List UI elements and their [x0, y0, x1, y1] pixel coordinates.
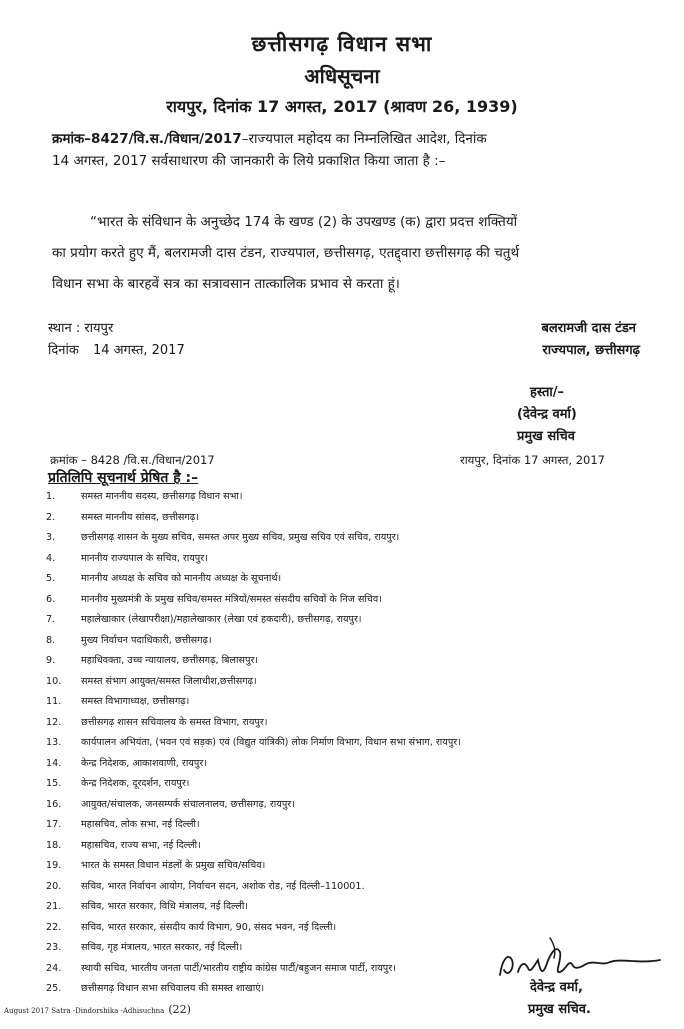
list-item: 9. महाधिवक्ता, उच्च न्यायालय, छत्तीसगढ़, बिलासपुर।: [46, 655, 259, 666]
list-item: 4. माननीय राज्यपाल के सचिव, रायपुर।: [46, 552, 208, 564]
place: स्थान : रायपुर: [48, 321, 114, 336]
signed-marker: हस्ता/–: [530, 385, 564, 400]
date-value: 14 अगस्त, 2017: [92, 343, 185, 358]
governor-designation: राज्यपाल, छत्तीसगढ़: [542, 343, 640, 358]
list-item: 1. समस्त माननीय सदस्य, छत्तीसगढ़ विधान सभा।: [46, 491, 243, 502]
dateline: रायपुर, दिनांक 17 अगस्त, 2017 (श्रावण 26, 1939): [166, 97, 518, 116]
list-item: 11. समस्त विभागाध्यक्ष, छत्तीसगढ़।: [46, 696, 190, 707]
copy-order-number: क्रमांक – 8428 /वि.स./विधान/2017: [50, 453, 215, 467]
list-item: 24. स्थायी सचिव, भारतीय जनता पार्टी/भारतीय राष्ट्रीय कांग्रेस पार्टी/बहुजन समाज पार्टी, रायपुर।: [46, 962, 396, 974]
list-item: 6. माननीय मुख्यमंत्री के प्रमुख सचिव/समस्त मंत्रियों/समस्त संसदीय सचिवों के निज सचिव।: [46, 593, 382, 605]
governor-name: बलरामजी दास टंडन: [541, 321, 636, 336]
footer-text: August 2017 Satra -Dindorshika -Adhisuchna: [4, 1007, 165, 1015]
quote-line-1: “भारत के संविधान के अनुच्छेद 174 के खण्ड (2) के उपखण्ड (क) द्वारा प्रदत्त शक्तियों: [90, 214, 518, 230]
list-item: 2. समस्त माननीय सांसद, छत्तीसगढ़।: [46, 511, 199, 523]
bottom-signatory-designation: प्रमुख सचिव.: [528, 1002, 591, 1017]
order-text-2: 14 अगस्त, 2017 सर्वसाधारण की जानकारी के लिये प्रकाशित किया जाता है :–: [52, 153, 446, 169]
signatory-designation: प्रमुख सचिव: [517, 429, 575, 444]
page-number: (22): [168, 1003, 191, 1016]
list-item: 3. छत्तीसगढ़ शासन के मुख्य सचिव, समस्त अपर मुख्य सचिव, प्रमुख सचिव एवं सचिव, रायपुर।: [46, 532, 400, 543]
page-title: छत्तीसगढ़ विधान सभा: [251, 32, 433, 56]
order-number: क्रमांक–8427/वि.स./विधान/2017: [52, 131, 242, 147]
document-type: अधिसूचना: [304, 64, 380, 88]
bottom-signatory-name: देवेन्द्र वर्मा,: [530, 980, 583, 995]
list-item: 7. महालेखाकार (लेखापरीक्षा)/महालेखाकार (लेखा एवं हकदारी), छत्तीसगढ़, रायपुर।: [46, 614, 362, 625]
copy-heading: प्रतिलिपि सूचनार्थ प्रेषित है :–: [48, 470, 199, 486]
copies-list: [46, 487, 646, 1000]
list-item: 5. माननीय अध्यक्ष के सचिव को माननीय अध्यक्ष के सूचनार्थ।: [46, 573, 282, 584]
order-paragraph: [52, 128, 652, 172]
list-item: 16. आयुक्त/संचालक, जनसम्पर्क संचालनालय, छत्तीसगढ़, रायपुर।: [46, 798, 295, 810]
copy-order-date: रायपुर, दिनांक 17 अगस्त, 2017: [460, 453, 605, 467]
list-item: 17. महासचिव, लोक सभा, नई दिल्ली।: [46, 819, 200, 830]
list-item: 14. केन्द्र निदेशक, आकाशवाणी, रायपुर।: [46, 757, 207, 769]
list-item: 19. भारत के समस्त विधान मंडलों के प्रमुख सचिव/सचिव।: [46, 860, 266, 871]
list-item: 18. महासचिव, राज्य सभा, नई दिल्ली।: [46, 839, 201, 851]
date-label: दिनांक: [48, 343, 79, 358]
list-item: 13. कार्यपालन अभियंता, (भवन एवं सड़क) एवं (विद्युत यांत्रिकी) लोक निर्माण विभाग, विधान सभा संभाग, रायपुर।: [46, 737, 461, 748]
list-item: 8. मुख्य निर्वाचन पदाधिकारी, छत्तीसगढ़।: [46, 634, 212, 646]
list-item: 21. सचिव, भारत सरकार, विधि मंत्रालय, नई दिल्ली।: [46, 901, 249, 912]
order-text-1: –राज्यपाल महोदय का निम्नलिखित आदेश, दिनांक: [241, 131, 487, 147]
list-item: 12. छत्तीसगढ़ शासन सचिवालय के समस्त विभाग, रायपुर।: [46, 716, 268, 728]
quote-line-2: का प्रयोग करते हुए मैं, बलरामजी दास टंडन, राज्यपाल, छत्तीसगढ़, एतद्द्वारा छत्तीसगढ़ की चतुर्थ: [52, 245, 520, 261]
place-date: [48, 340, 185, 358]
list-item: 25. छत्तीसगढ़ विधान सभा सचिवालय की समस्त शाखाएं।: [46, 983, 265, 994]
list-item: 15. केन्द्र निदेशक, दूरदर्शन, रायपुर।: [46, 778, 190, 789]
list-item: 10. समस्त संभाग आयुक्त/समस्त जिलाधीश,छत्तीसगढ़।: [46, 675, 257, 687]
list-item: 20. सचिव, भारत निर्वाचन आयोग, निर्वाचन सदन, अशोक रोड, नई दिल्ली–110001.: [46, 880, 365, 892]
quote-line-3: विधान सभा के बारहवें सत्र का सत्रावसान तात्कालिक प्रभाव से करता हूं।: [52, 276, 400, 292]
signatory-name: (देवेन्द्र वर्मा): [517, 407, 577, 422]
governor-order-quote: [52, 207, 652, 300]
list-item: 23. सचिव, गृह मंत्रालय, भारत सरकार, नई दिल्ली।: [46, 942, 243, 953]
footer: [4, 1003, 191, 1016]
list-item: 22. सचिव, भारत सरकार, संसदीय कार्य विभाग, 90, संसद भवन, नई दिल्ली।: [46, 921, 337, 933]
